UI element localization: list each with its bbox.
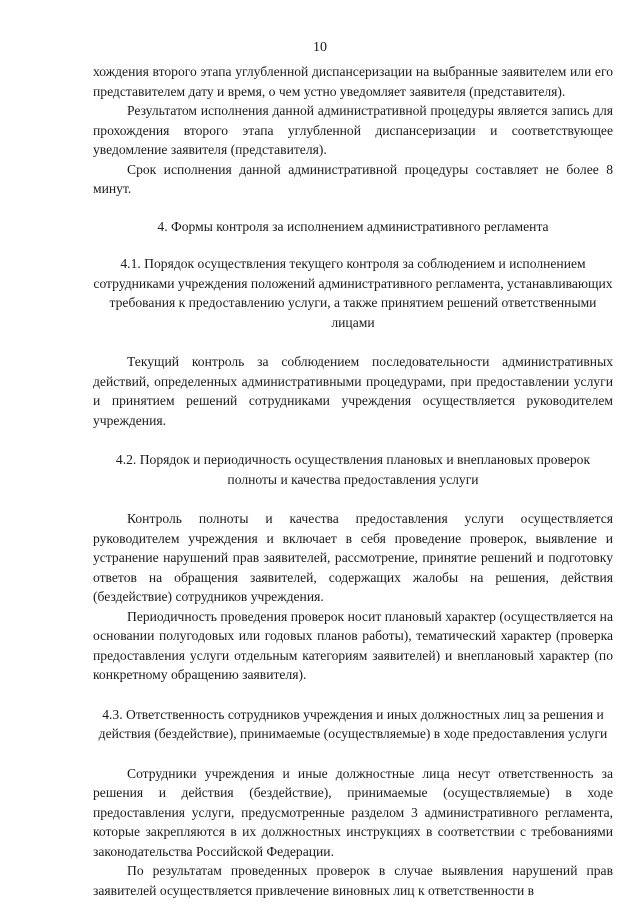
subsection-4-1-title: 4.1. Порядок осуществления текущего контроля за соблюдением и исполнением сотрудниками учреждения положений административного регламента, устанавливающих требования к предоставлению услуги, а также принятием решений ответственными лицами — [93, 256, 613, 330]
paragraph-result: Результатом исполнения данной административной процедуры является запись для прохождения второго этапа углубленной диспансеризации и соответствующее уведомление заявителя (представителя). — [93, 103, 613, 157]
subsection-4-3-title: 4.3. Ответственность сотрудников учреждения и иных должностных лиц за решения и действия (бездействие), принимаемые (осуществляемые) в ходе предоставления услуги — [98, 706, 608, 741]
page-number: 10 — [313, 40, 327, 55]
paragraph-duration: Срок исполнения данной административной процедуры составляет не более 8 минут. — [93, 161, 613, 196]
paragraph-quality-control: Контроль полноты и качества предоставления услуги осуществляется руководителем учреждения и включает в себя проведение проверок, выявление и устранение нарушений прав заявителей, рассмотрение, принятие решений и подготовку ответов на обращения заявителей, содержащих жалобы на решения, действия (бездействие) сотрудников учреждения. — [93, 511, 613, 604]
paragraph-periodicity: Периодичность проведения проверок носит плановый характер (осуществляется на основании полугодовых или годовых планов работы), тематический характер (проверка предоставления услуги отдельным категориям заявителей) и внеплановый характер (по конкретному обращению заявителя). — [93, 608, 613, 682]
subsection-4-2-title: 4.2. Порядок и периодичность осуществления плановых и внеплановых проверок полноты и качества предоставления услуги — [115, 452, 591, 487]
section-4-title: 4. Формы контроля за исполнением административного регламента — [157, 218, 549, 234]
paragraph-continuation: хождения второго этапа углубленной диспансеризации на выбранные заявителем или его представителем дату и время, о чем устно уведомляет заявителя (представителя). — [93, 64, 613, 99]
paragraph-current-control: Текущий контроль за соблюдением последовательности административных действий, определенных административными процедурами, при предоставлении услуги и принятием решений сотрудниками учреждения осуществляется руководителем учреждения. — [93, 354, 613, 428]
paragraph-inspection-results: По результатам проведенных проверок в случае выявления нарушений прав заявителей осуществляется привлечение виновных лиц к ответственности в — [93, 863, 613, 898]
paragraph-responsibility: Сотрудники учреждения и иные должностные лица несут ответственность за решения и действия (бездействие), принимаемые (осуществляемые) в ходе предоставления услуги, предусмотренные разделом 3 административного регламента, которые закрепляются в их должностных инструкциях в соответствии с требованиями законодательства Российской Федерации. — [93, 765, 613, 859]
page-content — [93, 62, 613, 900]
